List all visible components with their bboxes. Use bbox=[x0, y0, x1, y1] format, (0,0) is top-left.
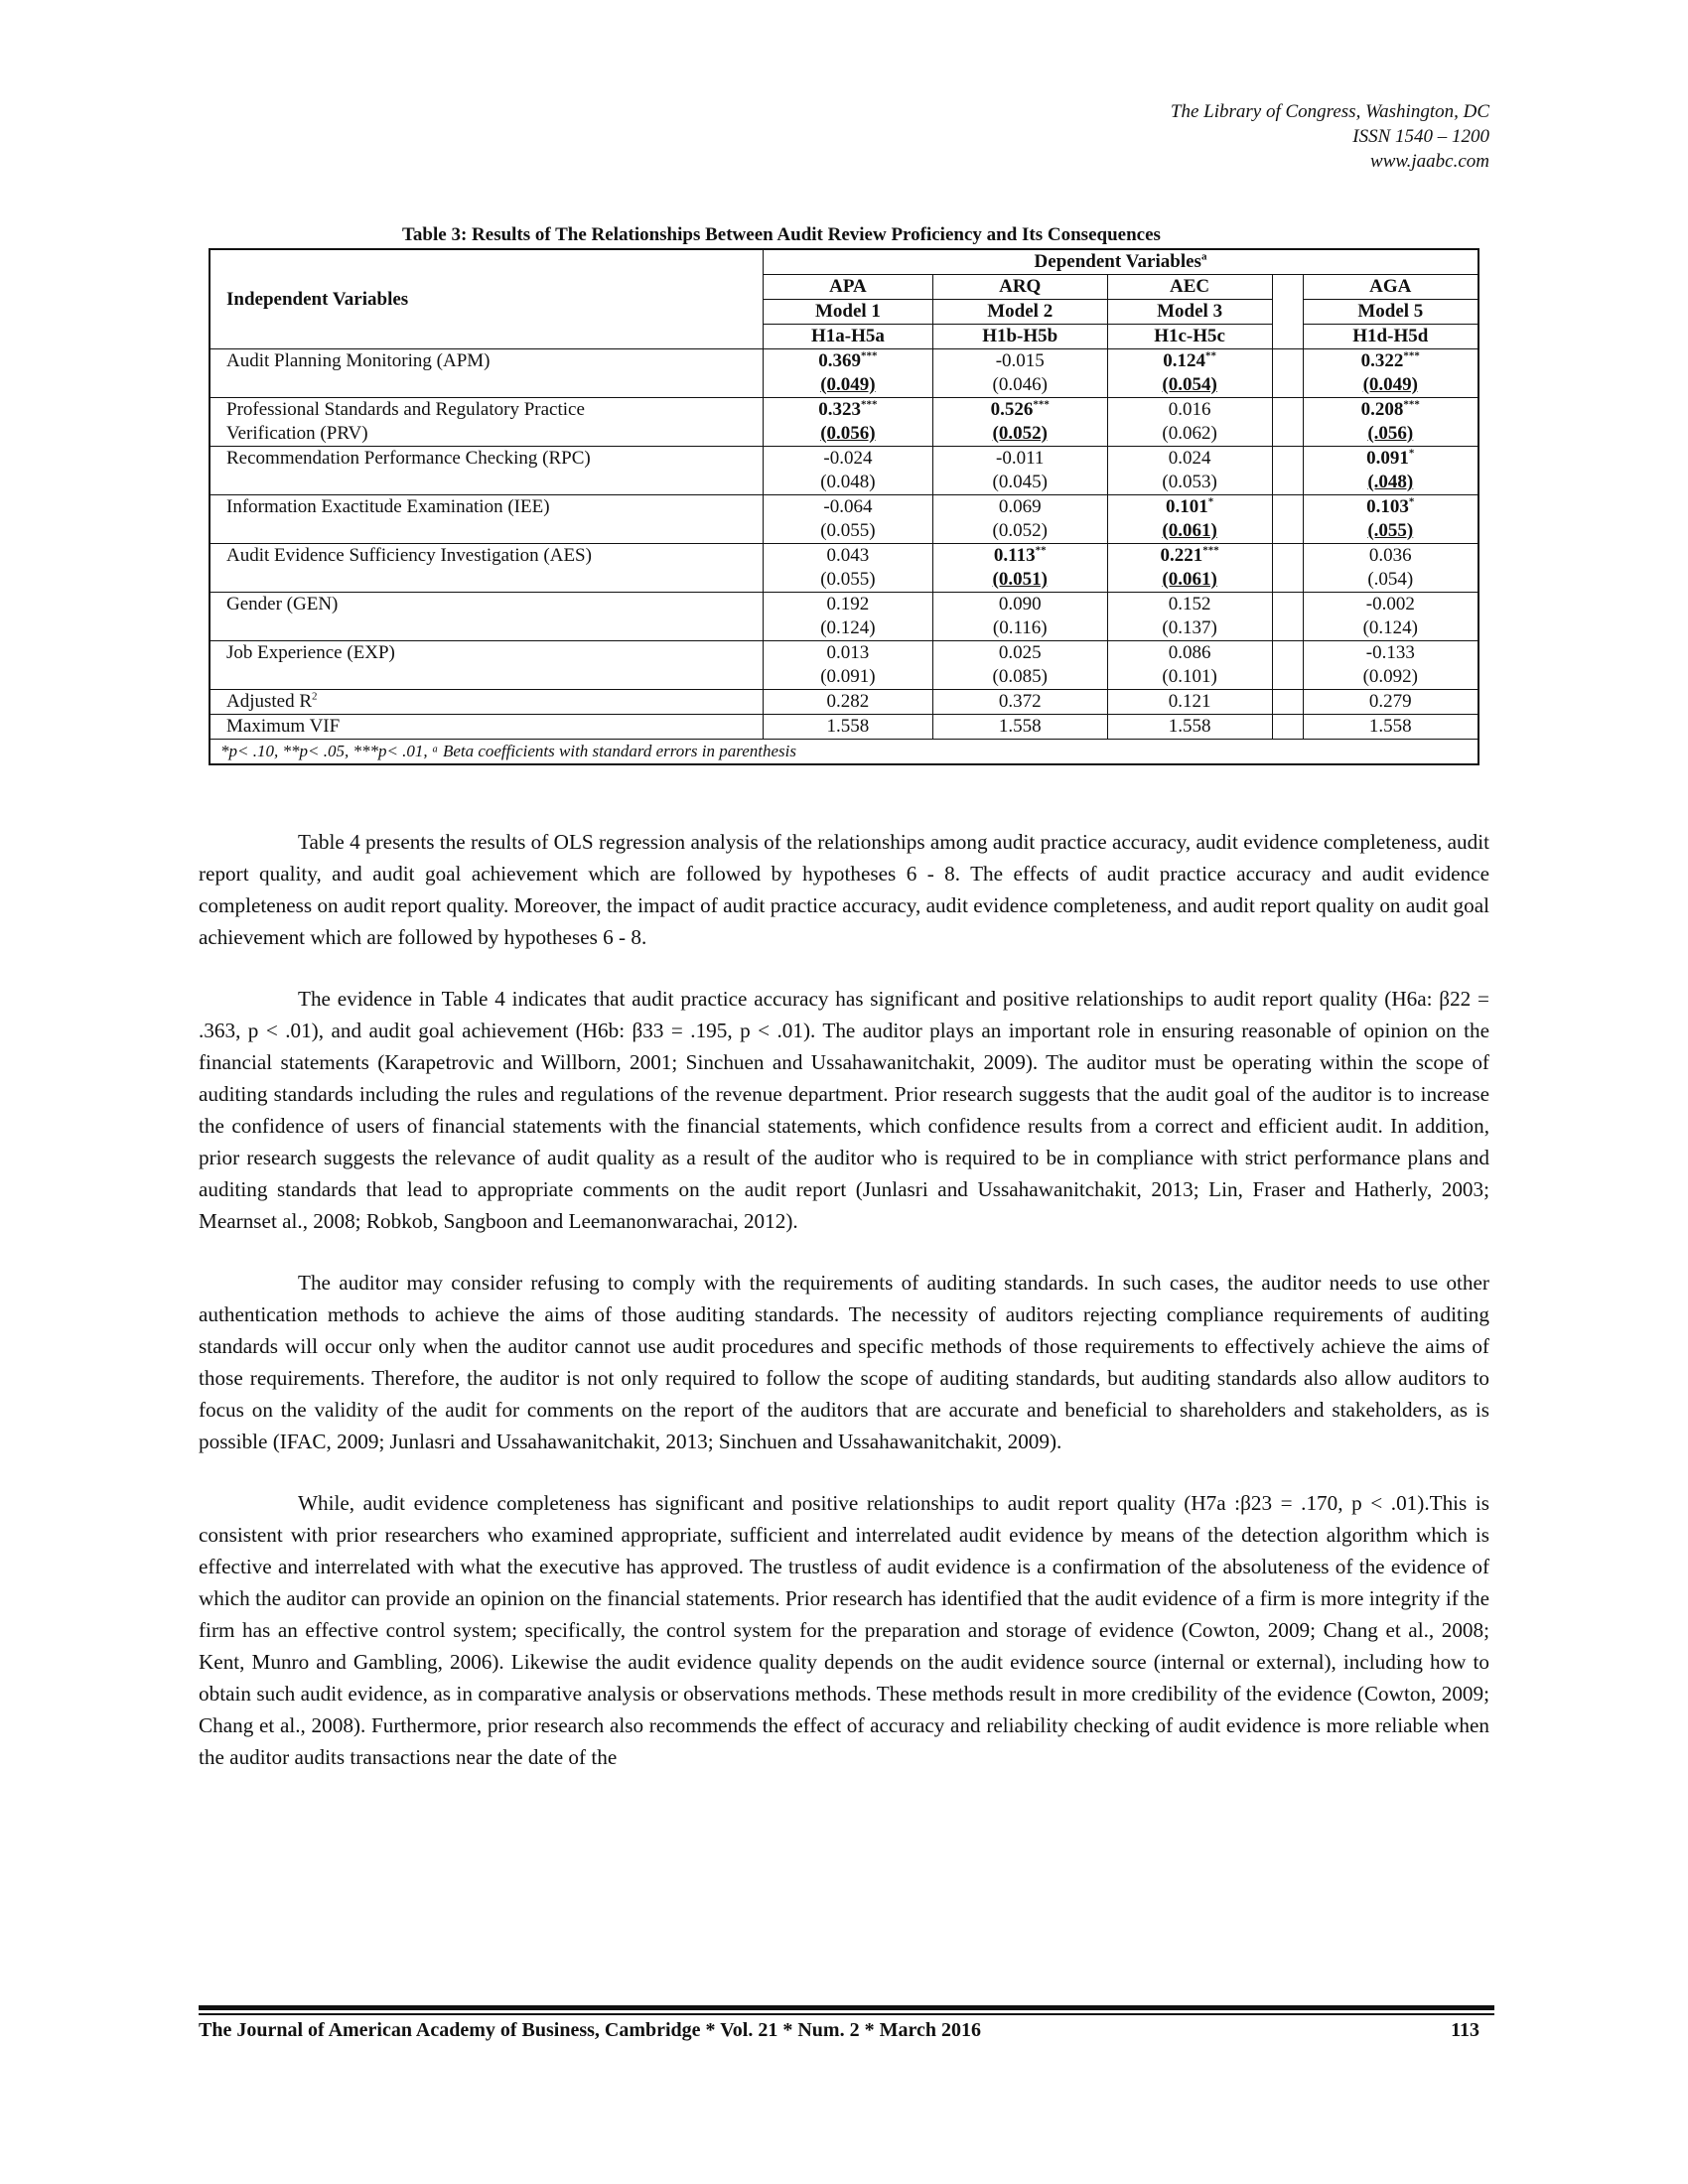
coefficient-cell: -0.024 bbox=[764, 447, 933, 472]
vif-value: 1.558 bbox=[1303, 715, 1478, 740]
column-gap bbox=[1272, 690, 1303, 715]
row-label-line1: Gender (GEN) bbox=[226, 594, 339, 614]
column-model: Model 2 bbox=[932, 300, 1107, 325]
adjusted-r2-value: 0.121 bbox=[1107, 690, 1272, 715]
std-error-cell: (.048) bbox=[1303, 471, 1478, 495]
body-paragraph: The evidence in Table 4 indicates that audit practice accuracy has significant and positive relationships to audit report quality (H6a: β22 = .363, p < .01), and audit goal achievement (H6b: β33 = .195, p < .01). The auditor plays an important role in ensuring reasonable of opinion on the financial statements (Karapetrovic and Willborn, 2001; Sinchuen and Ussahawanitchakit, 2009). The auditor must be operating within the scope of auditing standards including the rules and regulations of the revenue department. Prior research suggests that the audit goal of the auditor is to increase the confidence of users of financial statements with the financial statements, which confidence results from a correct and efficient audit. In addition, prior research suggests the relevance of audit quality as a result of the auditor who is required to be in compliance with strict performance plans and auditing standards that lead to appropriate comments on the audit report (Junlasri and Ussahawanitchakit, 2013; Lin, Fraser and Hatherly, 2003; Mearnset al., 2008; Robkob, Sangboon and Leemanonwarachai, 2012). bbox=[199, 987, 1489, 1233]
coefficient-cell: 0.113** bbox=[932, 544, 1107, 569]
results-table-container bbox=[209, 248, 1479, 765]
row-label bbox=[210, 495, 764, 544]
significance-stars: * bbox=[1408, 447, 1415, 460]
std-error-cell: (0.052) bbox=[932, 422, 1107, 447]
significance-stars: * bbox=[1207, 495, 1214, 508]
coefficient-cell: 0.024 bbox=[1107, 447, 1272, 472]
coefficient-cell: 0.526*** bbox=[932, 398, 1107, 423]
std-error-cell: (0.061) bbox=[1107, 568, 1272, 593]
dv-header: Dependent Variables$^a$ bbox=[764, 249, 1479, 275]
table-row bbox=[210, 398, 1478, 423]
adjusted-r2-row bbox=[210, 690, 1478, 715]
coefficient-cell: 0.192 bbox=[764, 593, 933, 617]
row-label bbox=[210, 398, 764, 447]
coefficient-cell: -0.015 bbox=[932, 349, 1107, 374]
row-label bbox=[210, 447, 764, 495]
coefficient-cell: 0.323*** bbox=[764, 398, 933, 423]
column-gap bbox=[1272, 593, 1303, 641]
std-error-cell: (0.052) bbox=[932, 519, 1107, 544]
row-label-line1: Information Exactitude Examination (IEE) bbox=[226, 496, 550, 517]
column-gap bbox=[1272, 447, 1303, 495]
std-error-cell: (0.062) bbox=[1107, 422, 1272, 447]
std-error-cell: (0.092) bbox=[1303, 665, 1478, 690]
significance-stars: *** bbox=[1033, 398, 1050, 411]
column-hyp: H1b-H5b bbox=[932, 325, 1107, 349]
table-note: *p< .10, **p< .05, ***p< .01, ᵃ Beta coefficients with standard errors in parenthesis bbox=[210, 740, 1478, 765]
significance-stars: *** bbox=[1202, 544, 1219, 557]
std-error-cell: (0.045) bbox=[932, 471, 1107, 495]
column-gap bbox=[1272, 300, 1303, 325]
column-model: Model 3 bbox=[1107, 300, 1272, 325]
std-error-cell: (0.124) bbox=[764, 616, 933, 641]
column-model: Model 5 bbox=[1303, 300, 1478, 325]
body-text bbox=[199, 826, 1489, 1803]
coefficient-cell: 0.091* bbox=[1303, 447, 1478, 472]
row-label-line1: Professional Standards and Regulatory Practice bbox=[226, 399, 585, 420]
row-label bbox=[210, 593, 764, 641]
coefficient-cell: 0.322*** bbox=[1303, 349, 1478, 374]
page-number: 113 bbox=[1451, 2019, 1479, 2041]
column-abbr: AEC bbox=[1107, 275, 1272, 300]
footer-rule-thin bbox=[199, 2013, 1494, 2015]
std-error-cell: (0.091) bbox=[764, 665, 933, 690]
column-gap bbox=[1272, 495, 1303, 544]
std-error-cell: (0.061) bbox=[1107, 519, 1272, 544]
page-footer bbox=[199, 2019, 1479, 2042]
table-row bbox=[210, 349, 1478, 374]
coefficient-cell: 0.069 bbox=[932, 495, 1107, 520]
row-label-line1: Audit Planning Monitoring (APM) bbox=[226, 350, 491, 371]
table-row bbox=[210, 495, 1478, 520]
vif-value: 1.558 bbox=[932, 715, 1107, 740]
significance-stars: *** bbox=[1403, 398, 1420, 411]
results-table bbox=[209, 248, 1479, 765]
coefficient-cell: 0.101* bbox=[1107, 495, 1272, 520]
column-abbr: AGA bbox=[1303, 275, 1478, 300]
body-paragraph: The auditor may consider refusing to comply with the requirements of auditing standards. In such cases, the auditor needs to use other authentication methods to achieve the aims of those auditing standards. The necessity of auditors rejecting compliance requirements of auditing standards will occur only when the auditor cannot use audit procedures and specific methods of those requirements to effectively achieve the aims of those requirements. Therefore, the auditor is not only required to follow the scope of auditing standards, but auditing standards also allow auditors to focus on the validity of the audit for comments on the report of the auditors that are accurate and beneficial to shareholders and stakeholders, as is possible (IFAC, 2009; Junlasri and Ussahawanitchakit, 2013; Sinchuen and Ussahawanitchakit, 2009). bbox=[199, 1271, 1489, 1453]
column-model: Model 1 bbox=[764, 300, 933, 325]
row-label bbox=[210, 641, 764, 690]
table-row bbox=[210, 544, 1478, 569]
coefficient-cell: 0.221*** bbox=[1107, 544, 1272, 569]
column-gap bbox=[1272, 349, 1303, 398]
std-error-cell: (0.116) bbox=[932, 616, 1107, 641]
std-error-cell: (0.124) bbox=[1303, 616, 1478, 641]
coefficient-cell: 0.025 bbox=[932, 641, 1107, 666]
significance-stars: * bbox=[1408, 495, 1415, 508]
row-label-line1: Audit Evidence Sufficiency Investigation (AES) bbox=[226, 545, 592, 566]
std-error-cell: (0.046) bbox=[932, 373, 1107, 398]
vif-label: Maximum VIF bbox=[210, 715, 764, 740]
table-note-row bbox=[210, 740, 1478, 765]
coefficient-cell: -0.002 bbox=[1303, 593, 1478, 617]
std-error-cell: (0.056) bbox=[764, 422, 933, 447]
column-hyp: H1a-H5a bbox=[764, 325, 933, 349]
table-header-row bbox=[210, 249, 1478, 275]
coefficient-cell: 0.103* bbox=[1303, 495, 1478, 520]
std-error-cell: (0.137) bbox=[1107, 616, 1272, 641]
column-abbr: APA bbox=[764, 275, 933, 300]
coefficient-cell: 0.152 bbox=[1107, 593, 1272, 617]
significance-stars: ** bbox=[1204, 349, 1216, 362]
column-hyp: H1c-H5c bbox=[1107, 325, 1272, 349]
std-error-cell: (.054) bbox=[1303, 568, 1478, 593]
table-row bbox=[210, 447, 1478, 472]
column-abbr: ARQ bbox=[932, 275, 1107, 300]
std-error-cell: (0.055) bbox=[764, 519, 933, 544]
table-title: Table 3: Results of The Relationships Between Audit Review Proficiency and Its Consequences bbox=[402, 224, 1161, 245]
header-website: www.jaabc.com bbox=[1370, 151, 1489, 172]
dv-superscript: a bbox=[1200, 250, 1207, 263]
row-label-line1: Recommendation Performance Checking (RPC) bbox=[226, 448, 591, 469]
std-error-cell: (.056) bbox=[1303, 422, 1478, 447]
column-gap bbox=[1272, 275, 1303, 300]
coefficient-cell: 0.086 bbox=[1107, 641, 1272, 666]
coefficient-cell: 0.124** bbox=[1107, 349, 1272, 374]
coefficient-cell: 0.013 bbox=[764, 641, 933, 666]
header-library: The Library of Congress, Washington, DC bbox=[1170, 101, 1489, 122]
vif-row bbox=[210, 715, 1478, 740]
significance-stars: ** bbox=[1035, 544, 1047, 557]
coefficient-cell: 0.016 bbox=[1107, 398, 1272, 423]
coefficient-cell: -0.011 bbox=[932, 447, 1107, 472]
iv-header: Independent Variables bbox=[226, 288, 409, 310]
coefficient-cell: 0.043 bbox=[764, 544, 933, 569]
std-error-cell: (0.085) bbox=[932, 665, 1107, 690]
std-error-cell: (0.101) bbox=[1107, 665, 1272, 690]
table-row bbox=[210, 641, 1478, 666]
column-gap bbox=[1272, 641, 1303, 690]
std-error-cell: (0.055) bbox=[764, 568, 933, 593]
significance-stars: *** bbox=[1403, 349, 1420, 362]
adjusted-r2-label: Adjusted $R^2$ bbox=[210, 690, 764, 715]
std-error-cell: (0.051) bbox=[932, 568, 1107, 593]
page-header bbox=[1171, 99, 1489, 174]
std-error-cell: (0.049) bbox=[1303, 373, 1478, 398]
coefficient-cell: -0.133 bbox=[1303, 641, 1478, 666]
header-issn: ISSN 1540 – 1200 bbox=[1352, 126, 1489, 147]
coefficient-cell: 0.036 bbox=[1303, 544, 1478, 569]
coefficient-cell: 0.208*** bbox=[1303, 398, 1478, 423]
coefficient-cell: 0.090 bbox=[932, 593, 1107, 617]
column-gap bbox=[1272, 398, 1303, 447]
column-hyp: H1d-H5d bbox=[1303, 325, 1478, 349]
body-paragraph: While, audit evidence completeness has significant and positive relationships to audit report quality (H7a :β23 = .170, p < .01).This is consistent with prior researchers who examined appropriate, sufficient and interrelated audit evidence by means of the detection algorithm which is effective and interrelated with what the executive has approved. The trustless of audit evidence is a confirmation of the absoluteness of the evidence of which the auditor can provide an opinion on the financial statements. Prior research has identified that the audit evidence of a firm is more integrity if the firm has an effective control system; specifically, the control system for the preparation and storage of evidence (Cowton, 2009; Chang et al., 2008; Kent, Munro and Gambling, 2006). Likewise the audit evidence quality depends on the audit evidence source (internal or external), including how to obtain such audit evidence, as in comparative analysis or observations methods. These methods result in more credibility of the evidence (Cowton, 2009; Chang et al., 2008). Furthermore, prior research also recommends the effect of accuracy and reliability checking of audit evidence is more reliable when the auditor audits transactions near the date of the bbox=[199, 1491, 1489, 1769]
column-gap bbox=[1272, 715, 1303, 740]
std-error-cell: (0.049) bbox=[764, 373, 933, 398]
column-gap bbox=[1272, 325, 1303, 349]
significance-stars: *** bbox=[861, 349, 878, 362]
coefficient-cell: 0.369*** bbox=[764, 349, 933, 374]
coefficient-cell: -0.064 bbox=[764, 495, 933, 520]
row-label-line2: Verification (PRV) bbox=[226, 423, 368, 444]
row-label-line1: Job Experience (EXP) bbox=[226, 642, 395, 663]
adjusted-r2-value: 0.282 bbox=[764, 690, 933, 715]
body-paragraph: Table 4 presents the results of OLS regression analysis of the relationships among audit practice accuracy, audit evidence completeness, audit report quality, and audit goal achievement which are followed by hypotheses 6 - 8. The effects of audit practice accuracy and audit evidence completeness on audit report quality. Moreover, the impact of audit practice accuracy, audit evidence completeness, and audit report quality on audit goal achievement which are followed by hypotheses 6 - 8. bbox=[199, 830, 1489, 949]
column-gap bbox=[1272, 544, 1303, 593]
footer-journal: The Journal of American Academy of Business, Cambridge * Vol. 21 * Num. 2 * March 2016 bbox=[199, 2019, 981, 2041]
std-error-cell: (0.053) bbox=[1107, 471, 1272, 495]
significance-stars: *** bbox=[861, 398, 878, 411]
row-label bbox=[210, 544, 764, 593]
vif-value: 1.558 bbox=[764, 715, 933, 740]
std-error-cell: (.055) bbox=[1303, 519, 1478, 544]
std-error-cell: (0.048) bbox=[764, 471, 933, 495]
std-error-cell: (0.054) bbox=[1107, 373, 1272, 398]
footer-rule bbox=[199, 2005, 1494, 2010]
table-row bbox=[210, 593, 1478, 617]
adjusted-r2-value: 0.372 bbox=[932, 690, 1107, 715]
vif-value: 1.558 bbox=[1107, 715, 1272, 740]
r2-superscript: 2 bbox=[312, 690, 318, 703]
adjusted-r2-value: 0.279 bbox=[1303, 690, 1478, 715]
row-label bbox=[210, 349, 764, 398]
